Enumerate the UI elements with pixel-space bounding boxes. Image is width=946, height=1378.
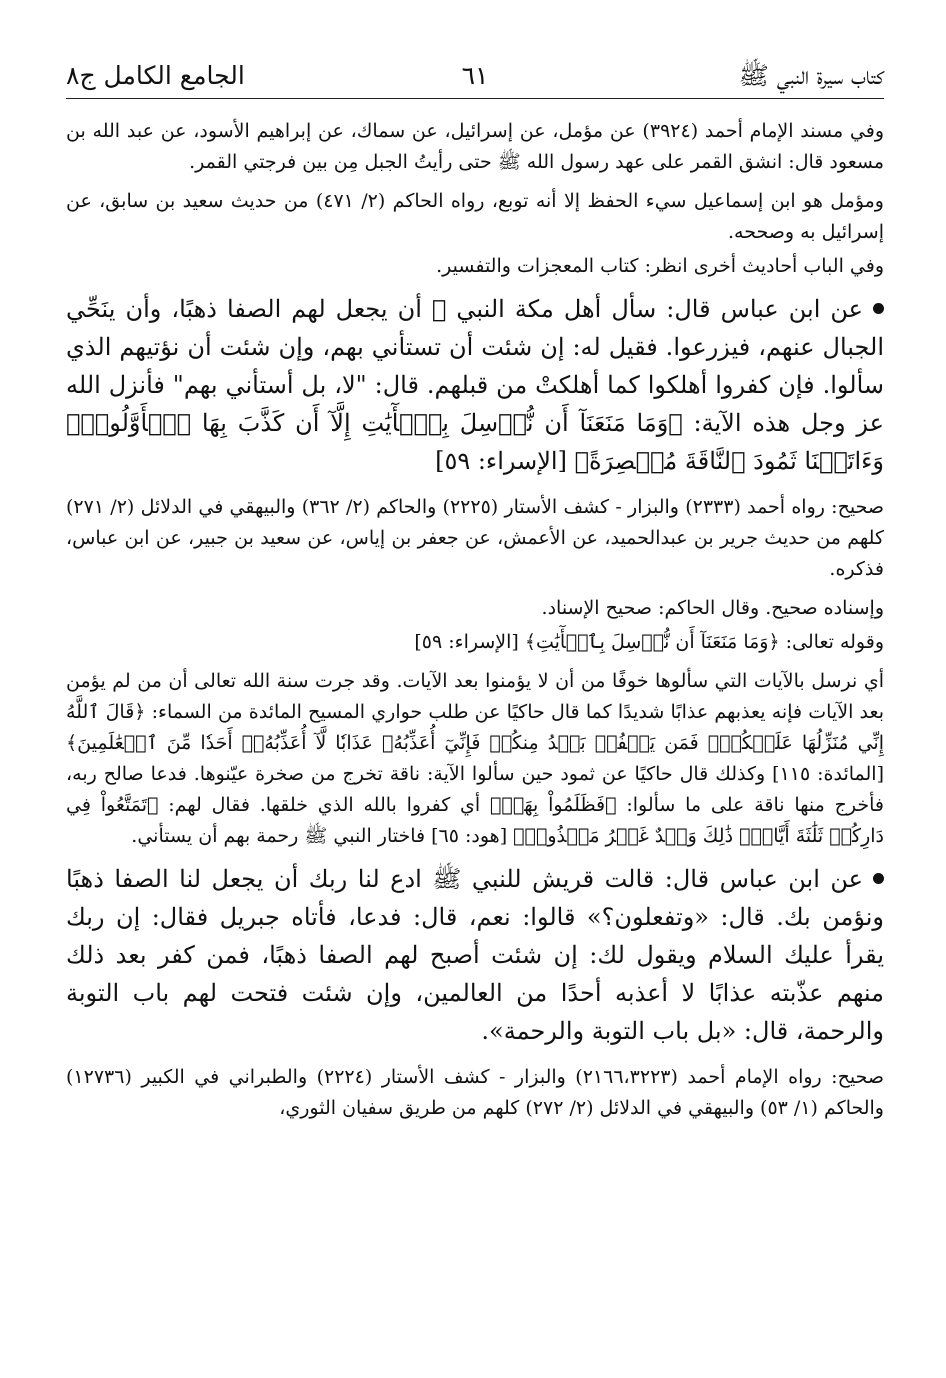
- tafsir-paragraph: أي نرسل بالآيات التي سألوها خوفًا من أن لا يؤمنوا بعد الآيات. وقد جرت سنة الله تعالى أن من لم يؤمن بعد الآيات فإنه يعذبهم عذابًا شديدًا كما قال حاكيًا عن طلب حواري المسيح المائدة من السماء: ﴿قَالَ ٱللَّهُ إِنِّي مُنَزِّلُهَا عَلَيۡكُمۡۖ فَمَن يَكۡفُرۡ بَعۡدُ مِنكُمۡ فَإِنِّيٓ أُعَذِّبُهُۥ عَذَابٗا لَّآ أُعَذِّبُهُۥٓ أَحَدٗا مِّنَ ٱلۡعَٰلَمِينَ﴾ [المائدة: ١١٥] وكذلك قال حاكيًا عن ثمود حين سألوا الآية: ناقة تخرج من صخرة عيّنوها. فدعا صالح ربه، فأخرج منها ناقة على ما سألوا: ﴿فَظَلَمُواْ بِهَاۚ﴾ أي كفروا بالله الذي خلقها. فقال لهم: ﴿تَمَتَّعُواْ فِي دَارِكُمۡ ثَلَٰثَةَ أَيَّامٖۖ ذَٰلِكَ وَعۡدٌ غَيۡرُ مَكۡذُوبٖ﴾ [هود: ٦٥] فاختار النبي ﷺ رحمة بهم أن يستأني.: [66, 670, 884, 847]
- volume-label: الجامع الكامل ج٨: [66, 61, 245, 90]
- hadith-bullet-icon: [873, 303, 884, 314]
- running-header: [66, 50, 884, 102]
- isnad-paragraph: وإسناده صحيح. وقال الحاكم: صحيح الإسناد.: [541, 597, 884, 619]
- musnad-ahmad-paragraph: وفي مسند الإمام أحمد (٣٩٢٤) عن مؤمل، عن إسرائيل، عن سماك، عن إبراهيم الأسود، عن عبد الله بن مسعود قال: انشق القمر على عهد رسول الله ﷺ حتى رأيتُ الجبل مِن بين فرجتي القمر.: [66, 120, 885, 173]
- hadith-text-1: عن ابن عباس قال: سأل أهل مكة النبي ﷺ أن يجعل لهم الصفا ذهبًا، وأن ينَحِّي الجبال عنهم، فيزرعوا. فقيل له: إن شئت أن تستأني بهم، وإن شئت أن نؤتيهم الذي سألوا. فإن كفروا أهلكوا كما أهلكتْ من قبلهم. قال: "لا، بل أستأني بهم" فأنزل الله عز وجل هذه الآية: ﴿وَمَا مَنَعَنَآ أَن نُّرۡسِلَ بِٱلۡأٓيَٰتِ إِلَّآ أَن كَذَّبَ بِهَا ٱلۡأَوَّلُونَۚ وَءَاتَيۡنَا ثَمُودَ ٱلنَّاقَةَ مُبۡصِرَةً﴾ [الإسراء: ٥٩]: [66, 295, 885, 475]
- takhrij-paragraph-1: صحيح: رواه أحمد (٢٣٣٣) والبزار - كشف الأستار (٢٢٢٥) والحاكم (٢/ ٣٦٢) والبيهقي في الدلائل (٢/ ٢٧١) كلهم من حديث جرير بن عبدالحميد، عن الأعمش، عن جعفر بن إياس، عن سعيد بن جبير، عن ابن عباس، فذكره.: [66, 496, 884, 580]
- page-body: [66, 102, 884, 1124]
- book-page: [66, 50, 884, 1124]
- page-number: ٦١: [461, 61, 489, 90]
- takhrij-paragraph-2: صحيح: رواه الإمام أحمد (٢١٦٦،٣٢٢٣) والبزار - كشف الأستار (٢٢٢٤) والطبراني في الكبير (١٢٧٣٦) والحاكم (١/ ٥٣) والبيهقي في الدلائل (٢/ ٢٧٢) كلهم من طريق سفيان الثوري،: [66, 1066, 884, 1119]
- see-also-paragraph: وفي الباب أحاديث أخرى انظر: كتاب المعجزات والتفسير.: [436, 255, 884, 277]
- book-title: كتاب سيرة النبي ﷺ: [738, 61, 884, 90]
- hadith-ibn-abbas-2: [66, 860, 884, 1050]
- hadith-ibn-abbas-1: [66, 290, 884, 480]
- hadith-bullet-icon: [873, 873, 884, 884]
- header-rule: [66, 98, 884, 99]
- ayah-quote-paragraph: وقوله تعالى: ﴿وَمَا مَنَعَنَآ أَن نُّرۡسِلَ بِٱلۡأٓيَٰتِ﴾ [الإسراء: ٥٩]: [414, 631, 884, 653]
- hadith-text-2: عن ابن عباس قال: قالت قريش للنبي ﷺ ادع لنا ربك أن يجعل لنا الصفا ذهبًا ونؤمن بك. قال: «وتفعلون؟» قالوا: نعم، قال: فدعا، فأتاه جبريل فقال: إن ربك يقرأ عليك السلام ويقول لك: إن شئت أصبح لهم الصفا ذهبًا، فمن كفر بعد ذلك منهم عذّبته عذابًا لا أعذبه أحدًا من العالمين، وإن شئت فتحت لهم باب التوبة والرحمة، قال: «بل باب التوبة والرحمة».: [66, 865, 884, 1045]
- muammal-note-paragraph: ومؤمل هو ابن إسماعيل سيء الحفظ إلا أنه توبع، رواه الحاكم (٢/ ٤٧١) من حديث سعيد بن سابق، عن إسرائيل به وصححه.: [66, 190, 884, 243]
